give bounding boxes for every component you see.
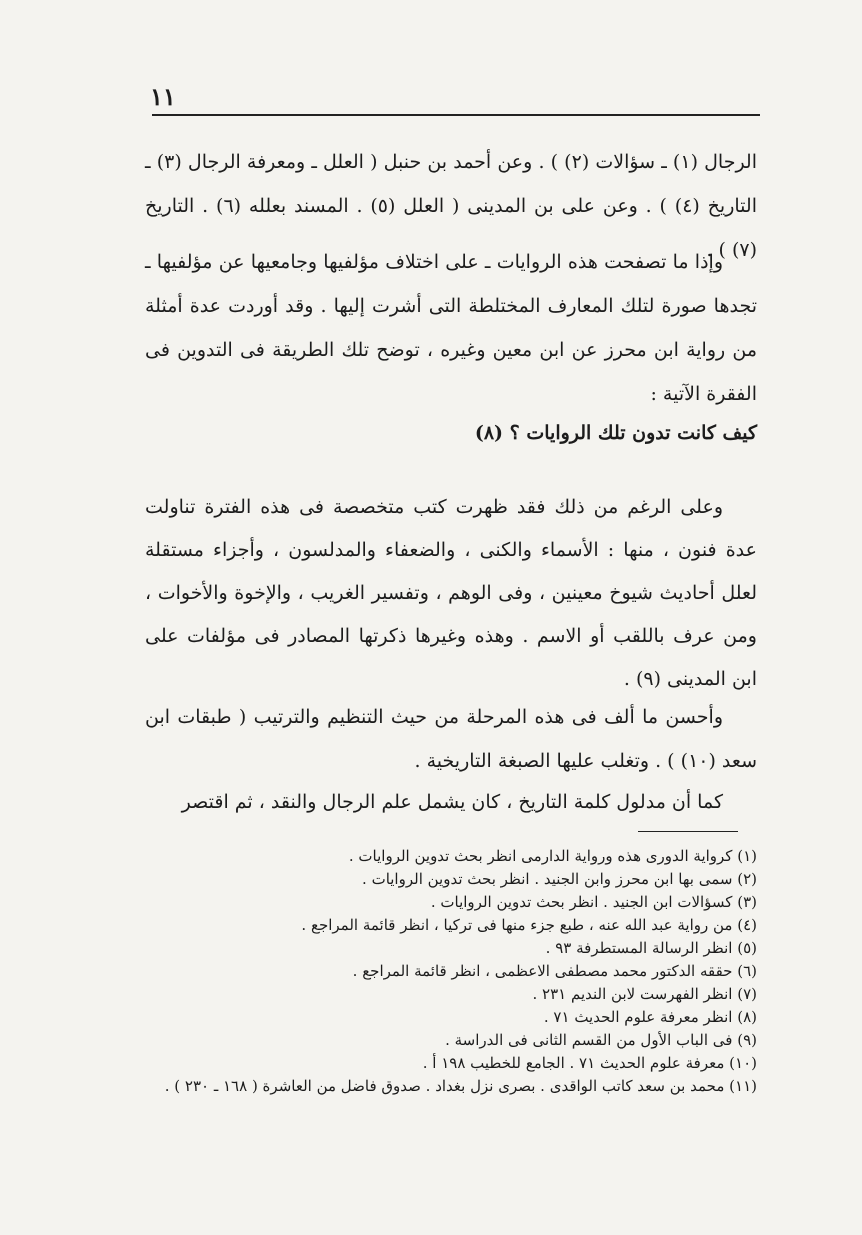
paragraph-5: كما أن مدلول كلمة التاريخ ، كان يشمل علم الرجال والنقد ، ثم اقتصر (181, 791, 723, 813)
footnote-2: (٢) سمى بها ابن محرز وابن الجنيد . انظر بحث تدوين الروايات . (362, 870, 757, 888)
footnotes (107, 845, 757, 1098)
footnote-1: (١) كرواية الدورى هذه ورواية الدارمى انظر بحث تدوين الروايات . (348, 847, 757, 865)
paragraph-2: وإذا ما تصفحت هذه الروايات ـ على اختلاف مؤلفيها وجامعيها عن مؤلفيها ـ تجدها صورة لتلك المعارف المختلطة التى أشرت إليها . وقد أوردت عدة أمثلة من رواية ابن محرز عن ابن معين وغيره ، توضح تلك الطريقة فى التدوين فى الفقرة الآتية : (145, 251, 757, 405)
footnote-10: (١٠) معرفة علوم الحديث ٧١ . الجامع للخطيب ١٩٨ أ . (422, 1054, 757, 1072)
page-number: ١١ (150, 82, 176, 111)
footnote-6: (٦) حققه الدكتور محمد مصطفى الاعظمى ، انظر قائمة المراجع . (352, 962, 757, 980)
footnote-4: (٤) من رواية عبد الله عنه ، طبع جزء منها فى تركيا ، انظر قائمة المراجع . (301, 916, 757, 934)
footnote-9: (٩) فى الباب الأول من القسم الثانى فى الدراسة . (445, 1031, 757, 1049)
footnote-7: (٧) انظر الفهرست لابن النديم ٢٣١ . (532, 985, 757, 1003)
paragraph-1: الرجال (١) ـ سؤالات (٢) ) . وعن أحمد بن حنبل ( العلل ـ ومعرفة الرجال (٣) ـ التاريخ (٤) ) . وعن على بن المدينى ( العلل (٥) . المسند بعلله (٦) . التاريخ (٧) ) . (145, 151, 757, 261)
footnote-11: (١١) محمد بن سعد كاتب الواقدى . بصرى نزل بغداد . صدوق فاضل من العاشرة ( ١٦٨ ـ ٢٣٠ ) . (164, 1077, 757, 1095)
paragraph-4: وأحسن ما ألف فى هذه المرحلة من حيث التنظيم والترتيب ( طبقات ابن سعد (١٠) ) . وتغلب عليها الصبغة التاريخية . (145, 706, 757, 772)
footnote-3: (٣) كسؤالات ابن الجنيد . انظر بحث تدوين الروايات . (430, 893, 757, 911)
header-rule (152, 114, 760, 116)
footnote-5: (٥) انظر الرسالة المستطرفة ٩٣ . (545, 939, 757, 957)
section-heading: كيف كانت تدون تلك الروايات ؟ (٨) (474, 422, 757, 444)
footnote-8: (٨) انظر معرفة علوم الحديث ٧١ . (543, 1008, 757, 1026)
footnote-separator (638, 831, 738, 832)
paragraph-3: وعلى الرغم من ذلك فقد ظهرت كتب متخصصة فى هذه الفترة تناولت عدة فنون ، منها : الأسماء والكنى ، والضعفاء والمدلسون ، وأجزاء مستقلة لعلل أحاديث شيوخ معينين ، وفى الوهم ، وتفسير الغريب ، والإخوة والأخوات ، ومن عرف باللقب أو الاسم . وهذه وغيرها ذكرتها المصادر فى مؤلفات على ابن المدينى (٩) . (145, 496, 757, 690)
